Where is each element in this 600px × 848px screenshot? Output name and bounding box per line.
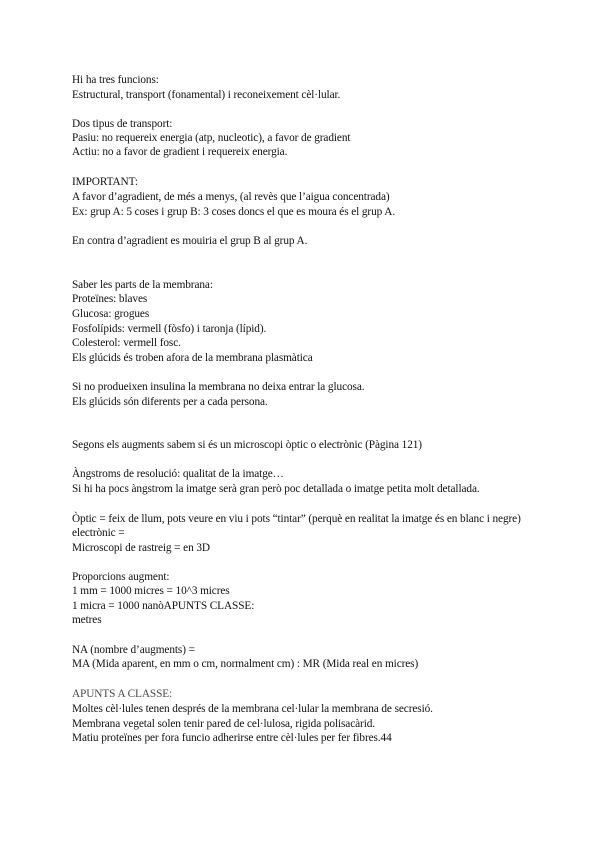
- text-line: Saber les parts de la membrana:: [72, 279, 213, 291]
- text-line: metres: [72, 614, 102, 626]
- text-line: Si hi ha pocs àngstrom la imatge serà gran però poc detallada o imatge petita molt detallada.: [72, 483, 480, 495]
- text-line: IMPORTANT:: [72, 176, 138, 188]
- text-line: Moltes cèl·lules tenen després de la membrana cel·lular la membrana de secresió.: [72, 703, 433, 715]
- text-line: Si no produeixen insulina la membrana no deixa entrar la glucosa.: [72, 381, 365, 393]
- text-line: Actiu: no a favor de gradient i requereix energia.: [72, 146, 288, 158]
- text-line: Estructural, transport (fonamental) i reconeixement cèl·lular.: [72, 89, 341, 101]
- text-line: Els glúcids són diferents per a cada persona.: [72, 396, 268, 408]
- text-line: 1 micra = 1000 nanòAPUNTS CLASSE:: [72, 600, 255, 612]
- text-line: Microscopi de rastreig = en 3D: [72, 542, 210, 554]
- text-line: Ex: grup A: 5 coses i grup B: 3 coses doncs el que es moura és el grup A.: [72, 206, 396, 218]
- text-line: Segons els augments sabem si és un microscopi òptic o electrònic (Pàgina 121): [72, 439, 422, 451]
- text-line: electrònic =: [72, 527, 125, 539]
- text-line: Pasiu: no requereix energia (atp, nucleotic), a favor de gradient: [72, 132, 351, 144]
- text-line: 1 mm = 1000 micres = 10^3 micres: [72, 585, 230, 597]
- text-line: Membrana vegetal solen tenir pared de cel·lulosa, rigida polisacàrid.: [72, 718, 376, 730]
- text-line: A favor d’agradient, de més a menys, (al revès que l’aigua concentrada): [72, 191, 390, 203]
- text-line: Els glúcids és troben afora de la membrana plasmàtica: [72, 352, 313, 364]
- text-line: En contra d’agradient es mouiria el grup B al grup A.: [72, 235, 308, 247]
- text-line: Àngstroms de resolució: qualitat de la imatge…: [72, 468, 284, 480]
- text-line: Proteïnes: blaves: [72, 293, 148, 305]
- text-line: Dos tipus de transport:: [72, 118, 173, 130]
- text-line: Òptic = feix de llum, pots veure en viu i pots “tintar” (perquè en realitat la imatge és en blanc i negre): [72, 513, 521, 525]
- text-line: Hi ha tres funcions:: [72, 74, 159, 86]
- text-line: Fosfolípids: vermell (fòsfo) i taronja (lípid).: [72, 323, 267, 335]
- text-line: Glucosa: grogues: [72, 308, 150, 320]
- text-line: NA (nombre d’augments) =: [72, 644, 195, 656]
- text-line: Proporcions augment:: [72, 571, 170, 583]
- section-heading: APUNTS A CLASSE:: [72, 688, 173, 700]
- text-line: Colesterol: vermell fosc.: [72, 337, 181, 349]
- text-line: Matiu proteïnes per fora funcio adherirse entre cèl·lules per fer fibres.44: [72, 732, 392, 744]
- text-line: MA (Mida aparent, en mm o cm, normalment cm) : MR (Mida real en micres): [72, 658, 419, 670]
